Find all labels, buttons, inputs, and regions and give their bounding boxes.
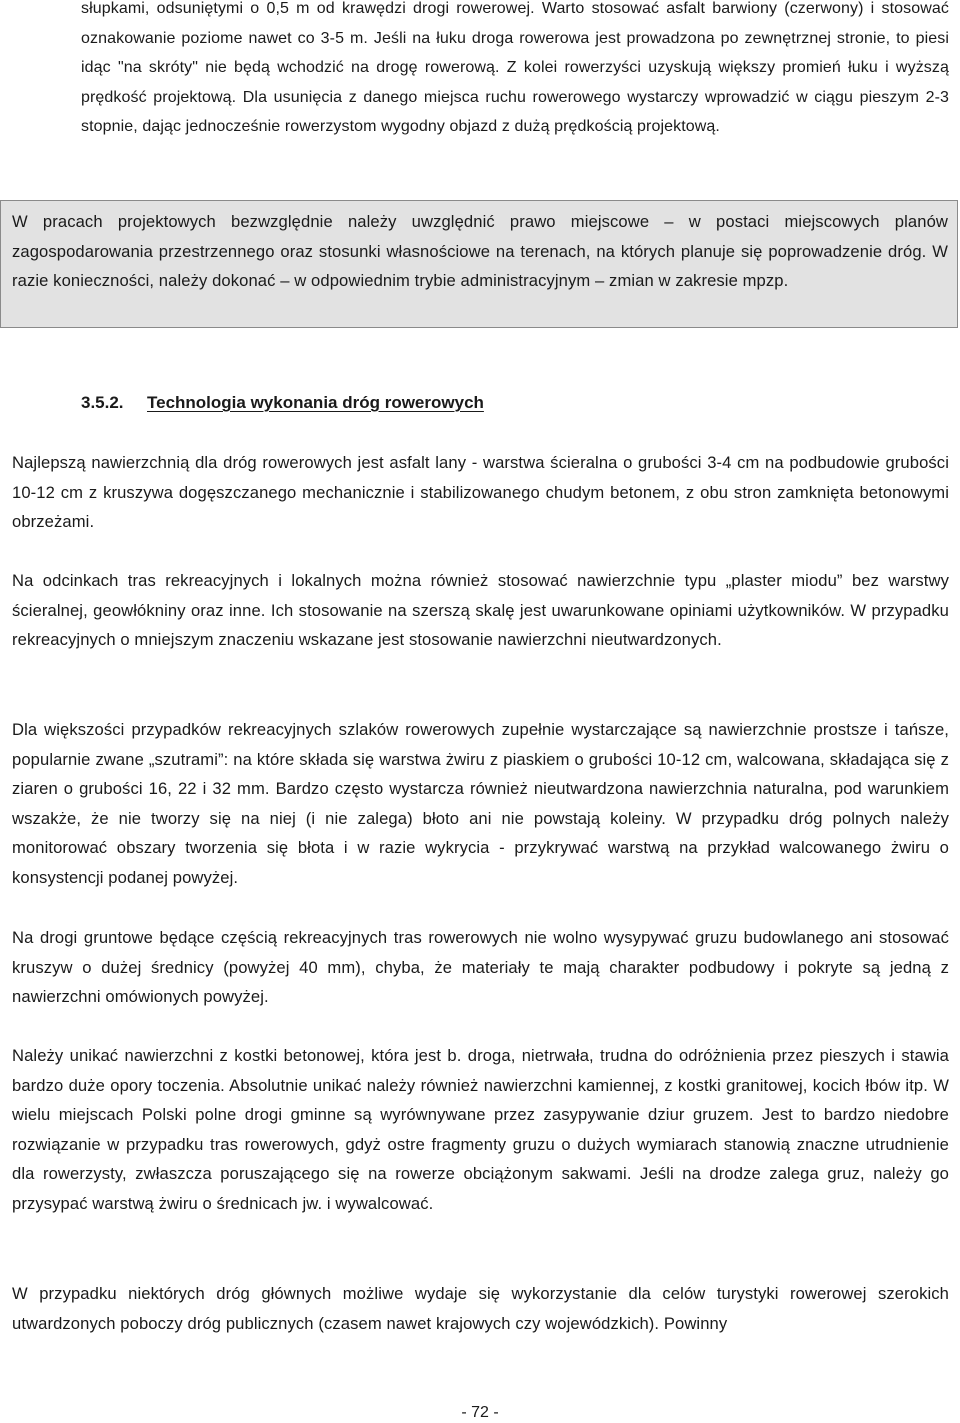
highlight-box-text: W pracach projektowych bezwzględnie należy uwzględnić prawo miejscowe – w postaci miejscowych planów zagospodarowania przestrzennego oraz stosunki własnościowe na terenach, na których planuje się poprowadzenie dróg. W razie konieczności, należy dokonać – w odpowiednim trybie administracyjnym – zmian w zakresie mpzp. — [12, 212, 948, 290]
highlight-box — [0, 200, 958, 328]
paragraph-asphalt: Najlepszą nawierzchnią dla dróg rowerowych jest asfalt lany - warstwa ścieralna o grubości 3-4 cm na podbudowie grubości 10-12 cm z kruszywa dogęszczanego mechanicznie i stabilizowanego chudym betonem, z obu stron zamknięta betonowymi obrzeżami. — [12, 453, 949, 531]
paragraph-dirt-roads: Na drogi gruntowe będące częścią rekreacyjnych tras rowerowych nie wolno wysypywać gruzu budowlanego ani stosować kruszyw o dużej średnicy (powyżej 40 mm), chyba, że materiały te mają charakter podbudowy i pokryte są jedną z nawierzchni omówionych powyżej. — [12, 928, 949, 1006]
section-title: Technologia wykonania dróg rowerowych — [147, 393, 484, 412]
paragraph-gravel: Dla większości przypadków rekreacyjnych szlaków rowerowych zupełnie wystarczające są nawierzchnie prostsze i tańsze, popularnie zwane „szutrami”: na które składa się warstwa żwiru z piaskiem o grubości 10-12 cm, walcowana, składająca się z ziaren o grubości 16, 22 i 32 mm. Bardzo często wystarcza również nieutwardzona nawierzchnia naturalna, pod warunkiem wszakże, że nie tworzy się na niej (i nie zalega) błoto ani nie powstają koleiny. W przypadku dróg polnych należy monitorować obszary tworzenia się błota i w razie wykrycia - przykrywać warstwą na przykład walcowanego żwiru o konsystencji podanej powyżej. — [12, 720, 949, 887]
intro-paragraph: słupkami, odsuniętymi o 0,5 m od krawędzi drogi rowerowej. Warto stosować asfalt barwiony (czerwony) i stosować oznakowanie poziome nawet co 3-5 m. Jeśli na łuku droga rowerowa jest prowadzona po zewnętrznej stronie, to piesi idąc "na skróty" nie będą wchodzić na drogę rowerową. Z kolei rowerzyści uzyskują większy promień łuku i wyższą prędkość projektową. Dla usunięcia z danego miejsca ruchu rowerowego wystarczy wprowadzić w ciągu pieszym 2-3 stopnie, dając jednocześnie rowerzystom wygodny objazd z dużą prędkością projektową. — [81, 0, 949, 135]
paragraph-paving: Należy unikać nawierzchni z kostki betonowej, która jest b. droga, nietrwała, trudna do odróżnienia przez pieszych i stawia bardzo duże opory toczenia. Absolutnie unikać należy również nawierzchni kamiennej, z kostki granitowej, kocich łbów itp. W wielu miejscach Polski polne drogi gminne są wyrównywane przez zasypywanie dziur gruzem. Jest to bardzo niedobre rozwiązanie w przypadku tras rowerowych, gdyż ostre fragmenty gruzu o dużych wymiarach stanowią znaczne utrudnienie dla rowerzysty, zwłaszcza poruszającego się na rowerze obciążonym sakwami. Jeśli na drodze zalega gruz, należy go przysypać warstwą żwiru o średnicach jw. i wywalcować. — [12, 1046, 949, 1213]
section-heading — [81, 389, 484, 417]
section-number: 3.5.2. — [81, 393, 124, 412]
paragraph-honeycomb: Na odcinkach tras rekreacyjnych i lokalnych można również stosować nawierzchnie typu „plaster miodu” bez warstwy ścieralnej, geowłókniny oraz inne. Ich stosowanie na szerszą skalę jest uwarunkowane opiniami użytkowników. W przypadku rekreacyjnych o mniejszym znaczeniu wskazane jest stosowanie nawierzchni nieutwardzonych. — [12, 571, 949, 649]
page-number: - 72 - — [461, 1404, 499, 1421]
paragraph-shoulders: W przypadku niektórych dróg głównych możliwe wydaje się wykorzystanie dla celów turystyki rowerowej szerokich utwardzonych poboczy dróg publicznych (czasem nawet krajowych czy wojewódzkich). Powinny — [12, 1284, 949, 1333]
